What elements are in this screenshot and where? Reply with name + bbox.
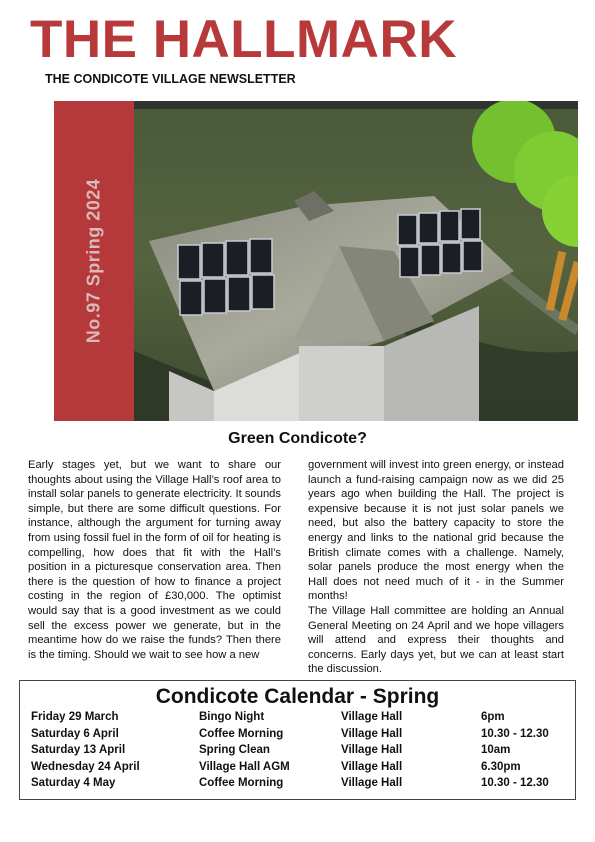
event-venue: Village Hall xyxy=(341,777,403,789)
event-venue: Village Hall xyxy=(341,744,403,756)
article-paragraph: government will invest into green energy, or instead launch a fund-raising campaign now as we did 25 years ago when building the Hall. The project is expensive because it is not just solar panels we need, but also the battery capacity to store the energy and links to the national grid because the British climate comes with a challenge. Namely, solar panels produce the most energy when the Hall does not need much of it - in the Summer months! xyxy=(308,459,564,603)
event-venue: Village Hall xyxy=(341,760,403,773)
article-column-right xyxy=(308,458,564,676)
event-name: Village Hall AGM xyxy=(199,760,290,773)
event-name: Coffee Morning xyxy=(199,777,284,789)
article-paragraph: The Village Hall committee are holding an Annual General Meeting on 24 April and we hope villagers will attend and express their thoughts and concerns. Early days yet, but we can at least start the discussion. xyxy=(308,604,564,676)
newsletter-subtitle: THE CONDICOTE VILLAGE NEWSLETTER xyxy=(45,72,296,86)
event-date: Saturday 13 April xyxy=(31,744,126,756)
event-date: Saturday 4 May xyxy=(31,777,116,789)
issue-label: No.97 Spring 2024 xyxy=(83,178,104,344)
event-date: Wednesday 24 April xyxy=(31,760,140,773)
event-name: Coffee Morning xyxy=(199,727,284,740)
calendar-title: Condicote Calendar - Spring xyxy=(155,685,440,708)
event-venue: Village Hall xyxy=(341,711,403,723)
events-calendar xyxy=(19,680,576,800)
event-venue: Village Hall xyxy=(341,727,403,740)
event-date: Friday 29 March xyxy=(31,711,119,723)
hero-panel xyxy=(54,101,578,421)
article-paragraph: Early stages yet, but we want to share our thoughts about using the Village Hall’s roof area to install solar panels to generate electricity. It sounds simple, but there are some difficult questions. For instance, although the argument for turning away from using fossil fuel in the form of oil for heating is compelling, how does that fit with the Hall’s position in a picturesque conservation area. Then there is the question of how to finance a project costing in the region of £30,000. The optimist would say that is a good investment as we could sell the excess power we generate, but in the meantime how do we raise the funds? Then there is the timing. Should we wait to see how a new xyxy=(28,459,281,661)
event-name: Bingo Night xyxy=(199,711,265,723)
newsletter-title: THE HALLMARK xyxy=(30,10,457,69)
event-time: 10am xyxy=(481,744,511,756)
event-time: 10.30 - 12.30 xyxy=(481,777,549,789)
village-hall-solar-render xyxy=(134,101,578,421)
event-name: Spring Clean xyxy=(199,744,270,756)
article-title: Green Condicote? xyxy=(228,430,367,447)
event-time: 6pm xyxy=(481,711,505,723)
event-time: 10.30 - 12.30 xyxy=(481,727,549,740)
event-date: Saturday 6 April xyxy=(31,727,119,740)
article-column-left xyxy=(28,458,281,676)
issue-band xyxy=(54,101,134,421)
event-time: 6.30pm xyxy=(481,760,521,773)
